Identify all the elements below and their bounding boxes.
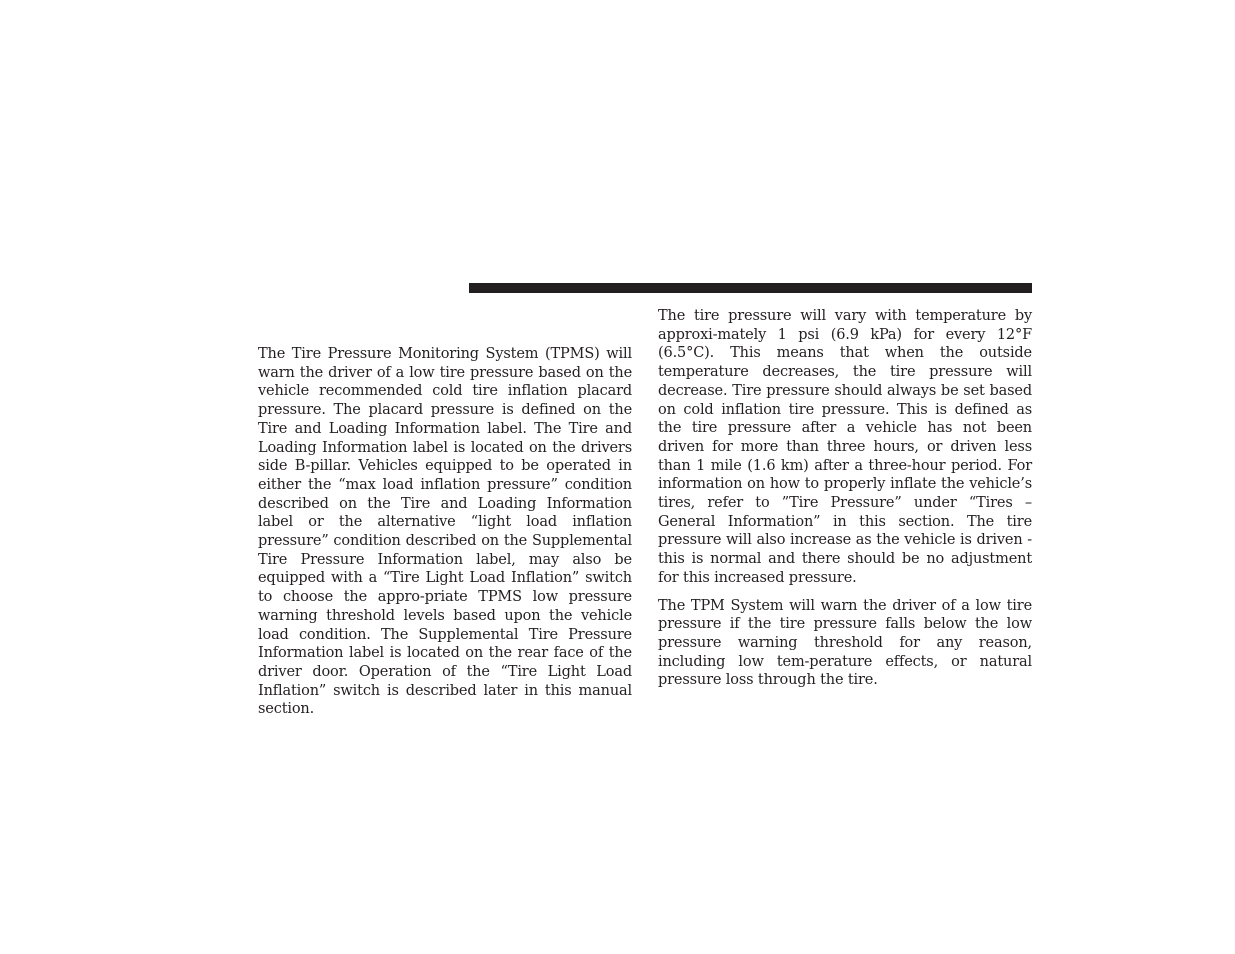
header-rule — [469, 283, 1032, 293]
right-column — [658, 307, 1032, 690]
temperature-paragraph: The tire pressure will vary with temperature by approxi-mately 1 psi (6.9 kPa) for every 12°F (6.5°C). This means that when the outside temperature decreases, the tire pressure will decrease. Tire pressure should always be set based on cold inflation tire pressure. This is defined as the tire pressure after a vehicle has not been driven for more than three hours, or driven less than 1 mile (1.6 km) after a three-hour period. For information on how to properly inflate the vehicle’s tires, refer to ”Tire Pressure” under “Tires – General Information” in this section. The tire pressure will also increase as the vehicle is driven - this is normal and there should be no adjustment for this increased pressure. — [658, 308, 1032, 586]
left-column — [258, 345, 632, 719]
tpms-intro-paragraph: The Tire Pressure Monitoring System (TPMS) will warn the driver of a low tire pressure based on the vehicle recommended cold tire inflation placard pressure. The placard pressure is defined on the Tire and Loading Information label. The Tire and Loading Information label is located on the drivers side B-pillar. Vehicles equipped to be operated in either the “max load inflation pressure” condition described on the Tire and Loading Information label or the alternative “light load inflation pressure” condition described on the Supplemental Tire Pressure Information label, may also be equipped with a “Tire Light Load Inflation” switch to choose the appro-priate TPMS low pressure warning threshold levels based upon the vehicle load condition. The Supplemental Tire Pressure Information label is located on the rear face of the driver door. Operation of the “Tire Light Load Inflation” switch is described later in this manual section. — [258, 346, 632, 718]
tpm-warning-paragraph: The TPM System will warn the driver of a low tire pressure if the tire pressure falls below the low pressure warning threshold for any reason, including low tem-perature effects, or natural pressure loss through the tire. — [658, 597, 1032, 689]
